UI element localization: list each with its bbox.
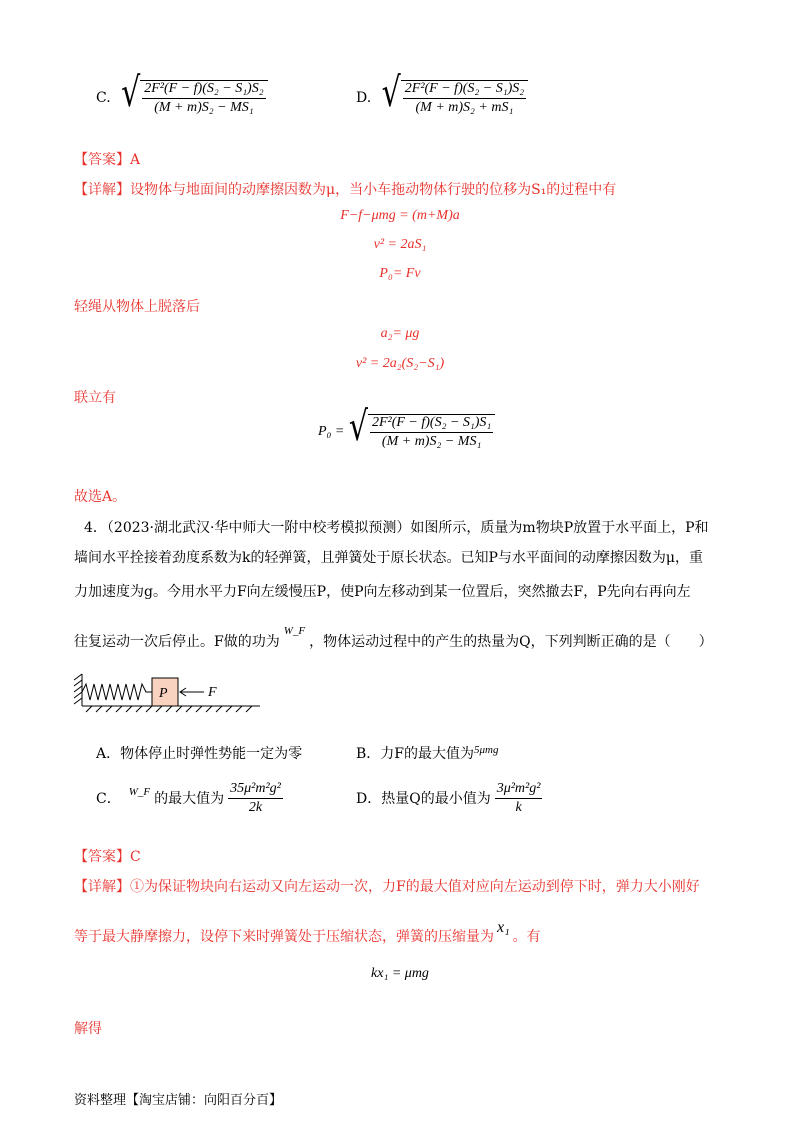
- force-arrow-icon: [180, 688, 204, 696]
- sqrt-expression: [381, 69, 528, 117]
- q3-answer: 【答案】A: [74, 152, 141, 168]
- fraction: [228, 781, 283, 816]
- ground-icon: [82, 706, 260, 712]
- q4-answer: 【答案】C: [74, 849, 141, 865]
- q4-line: [74, 625, 713, 651]
- equation: F−f−μmg = (m+M)a: [340, 208, 460, 223]
- equation: v² = 2a₂(S₂−S₁): [355, 356, 445, 371]
- fraction: [142, 81, 265, 116]
- spring-icon: [82, 684, 152, 700]
- denominator: (M + m)S₂ − MS₁: [154, 100, 254, 115]
- q4-line: 4．（2023·湖北武汉·华中师大一附中校考模拟预测）如图所示，质量为m物块P放置于水平面上，P和: [84, 520, 709, 536]
- equation: kx₁ = μmg: [371, 966, 429, 981]
- text: 。有: [512, 929, 541, 945]
- radical-icon: √: [121, 69, 141, 117]
- q4-detail: [74, 919, 541, 946]
- text: 等于最大静摩擦力，设停下来时弹簧处于压缩状态，弹簧的压缩量为: [74, 929, 494, 945]
- radical-icon: √: [348, 403, 368, 451]
- q3-conclusion: 故选A。: [74, 489, 127, 505]
- text-line: 联立有: [74, 390, 116, 406]
- text: B．力F的最大值为: [356, 746, 475, 762]
- lhs: P₀ =: [318, 424, 345, 439]
- text: D．热量Q的最小值为: [356, 791, 491, 807]
- sqrt-expression: [121, 69, 267, 117]
- numerator: 2F²(F − f)(S₂ − S₁)S₂: [142, 81, 265, 99]
- page-footer: 资料整理【淘宝店铺：向阳百分百】: [74, 1093, 283, 1108]
- q4-option-a: A．物体停止时弹性势能一定为零: [96, 746, 303, 762]
- equation: P₀= Fv: [379, 266, 421, 281]
- q3-detail: 【详解】设物体与地面间的动摩擦因数为μ，当小车拖动物体行驶的位移为S₁的过程中有: [74, 182, 617, 198]
- sqrt-expression: [348, 403, 495, 451]
- denominator: (M + m)S₂ + mS₁: [415, 100, 514, 115]
- text-line: 解得: [74, 1021, 102, 1037]
- denominator: k: [515, 799, 522, 815]
- equation: v² = 2aS₁: [373, 237, 427, 252]
- text: ，物体运动过程中的产生的热量为Q，下列判断正确的是（ ）: [309, 634, 713, 650]
- text: C．: [96, 791, 121, 807]
- denominator: 2k: [248, 799, 263, 815]
- fraction: [403, 81, 526, 116]
- fraction: [495, 781, 543, 816]
- numerator: 3μ²m²g²: [495, 781, 543, 799]
- fraction: [370, 415, 493, 450]
- spring-block-figure: [68, 668, 268, 718]
- q4-line: 墙间水平拴接着劲度系数为k的轻弹簧，且弹簧处于原长状态。已知P与水平面间的动摩擦因数为μ，重: [74, 550, 703, 566]
- formula: 5μmg: [474, 744, 499, 756]
- x1-symbol: x₁: [497, 919, 510, 936]
- block-label: P: [159, 686, 168, 701]
- text: 的最大值为: [154, 791, 225, 807]
- option-d-top: [356, 69, 528, 117]
- q4-option-b: [356, 743, 498, 763]
- wf-symbol: W_F: [128, 786, 151, 798]
- text: 往复运动一次后停止。F做的功为: [74, 634, 280, 650]
- q4-option-d: [356, 776, 542, 820]
- text-line: 轻绳从物体上脱落后: [74, 299, 200, 315]
- denominator: (M + m)S₂ − MS₁: [381, 434, 482, 449]
- option-label: C.: [96, 90, 111, 106]
- numerator: 2F²(F − f)(S₂ − S₁)S₂: [403, 81, 526, 99]
- force-label: F: [208, 685, 217, 700]
- equation: a₂= μg: [380, 326, 420, 341]
- wall-icon: [74, 674, 82, 706]
- option-label: D.: [356, 90, 372, 106]
- q4-line: 力加速度为g。今用水平力F向左缓慢压P，使P向左移动到某一位置后，突然撤去F，P先向右再向左: [74, 584, 691, 600]
- p0-equation: [318, 403, 495, 451]
- q4-option-c: [96, 776, 283, 820]
- option-c-top: [96, 69, 268, 117]
- numerator: 35μ²m²g²: [228, 781, 283, 799]
- numerator: 2F²(F − f)(S₂ − S₁)S₁: [370, 415, 493, 433]
- q4-detail: 【详解】①为保证物块向右运动又向左运动一次，力F的最大值对应向左运动到停下时，弹力大小刚好: [74, 879, 700, 895]
- radical-icon: √: [381, 69, 401, 117]
- wf-symbol: W_F: [283, 625, 306, 637]
